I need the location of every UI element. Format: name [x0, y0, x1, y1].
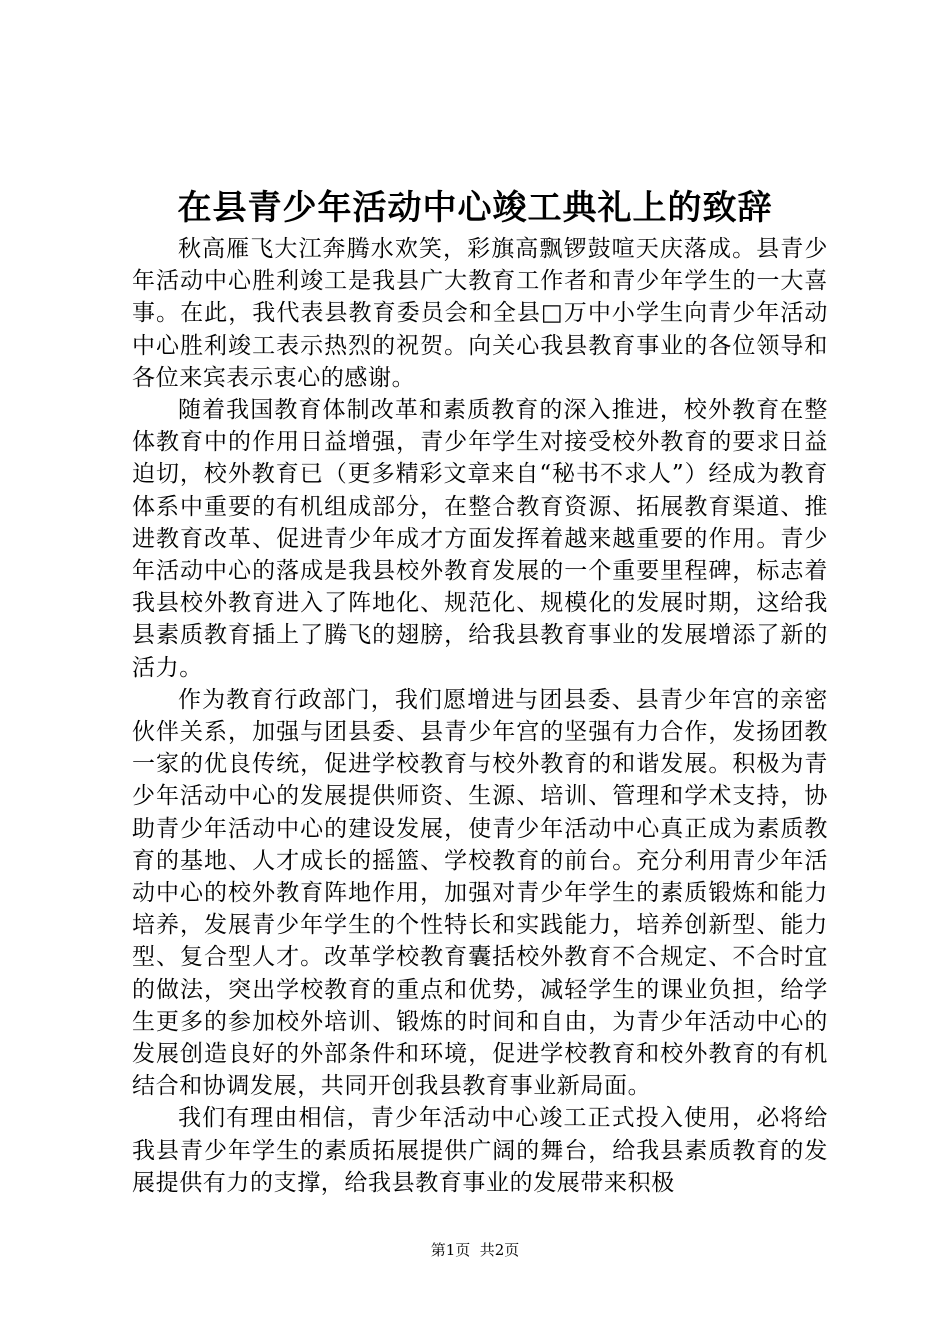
- paragraph: 我们有理由相信，青少年活动中心竣工正式投入使用，必将给我县青少年学生的素质拓展提供广阔的舞台，给我县素质教育的发展提供有力的支撑，给我县教育事业的发展带来积极: [132, 1105, 828, 1196]
- document-title: 在县青少年活动中心竣工典礼上的致辞: [177, 188, 773, 228]
- document-body: [132, 233, 828, 1199]
- paragraph: 秋高雁飞大江奔腾水欢笑，彩旗高飘锣鼓喧天庆落成。县青少年活动中心胜利竣工是我县广大教育工作者和青少年学生的一大喜事。在此，我代表县教育委员会和全县□万中小学生向青少年活动中心胜利竣工表示热烈的祝贺。向关心我县教育事业的各位领导和各位来宾表示衷心的感谢。: [132, 236, 828, 391]
- page-footer: [0, 1240, 950, 1260]
- paragraph: 随着我国教育体制改革和素质教育的深入推进，校外教育在整体教育中的作用日益增强，青少年学生对接受校外教育的要求日益迫切，校外教育已（更多精彩文章来自“秘书不求人”）经成为教育体系中重要的有机组成部分，在整合教育资源、拓展教育渠道、推进教育改革、促进青少年成才方面发挥着越来越重要的作用。青少年活动中心的落成是我县校外教育发展的一个重要里程碑，标志着我县校外教育进入了阵地化、规范化、规模化的发展时期，这给我县素质教育插上了腾飞的翅膀，给我县教育事业的发展增添了新的活力。: [132, 397, 828, 681]
- page-number: 第1页 共2页: [430, 1241, 520, 1259]
- paragraph: 作为教育行政部门，我们愿增进与团县委、县青少年宫的亲密伙伴关系，加强与团县委、县青少年宫的坚强有力合作，发扬团教一家的优良传统，促进学校教育与校外教育的和谐发展。积极为青少年活动中心的发展提供师资、生源、培训、管理和学术支持，协助青少年活动中心的建设发展，使青少年活动中心真正成为素质教育的基地、人才成长的摇篮、学校教育的前台。充分利用青少年活动中心的校外教育阵地作用，加强对青少年学生的素质锻炼和能力培养，发展青少年学生的个性特长和实践能力，培养创新型、能力型、复合型人才。改革学校教育囊括校外教育不合规定、不合时宜的做法，突出学校教育的重点和优势，减轻学生的课业负担，给学生更多的参加校外培训、锻炼的时间和自由，为青少年活动中心的发展创造良好的外部条件和环境，促进学校教育和校外教育的有机结合和协调发展，共同开创我县教育事业新局面。: [132, 686, 828, 1100]
